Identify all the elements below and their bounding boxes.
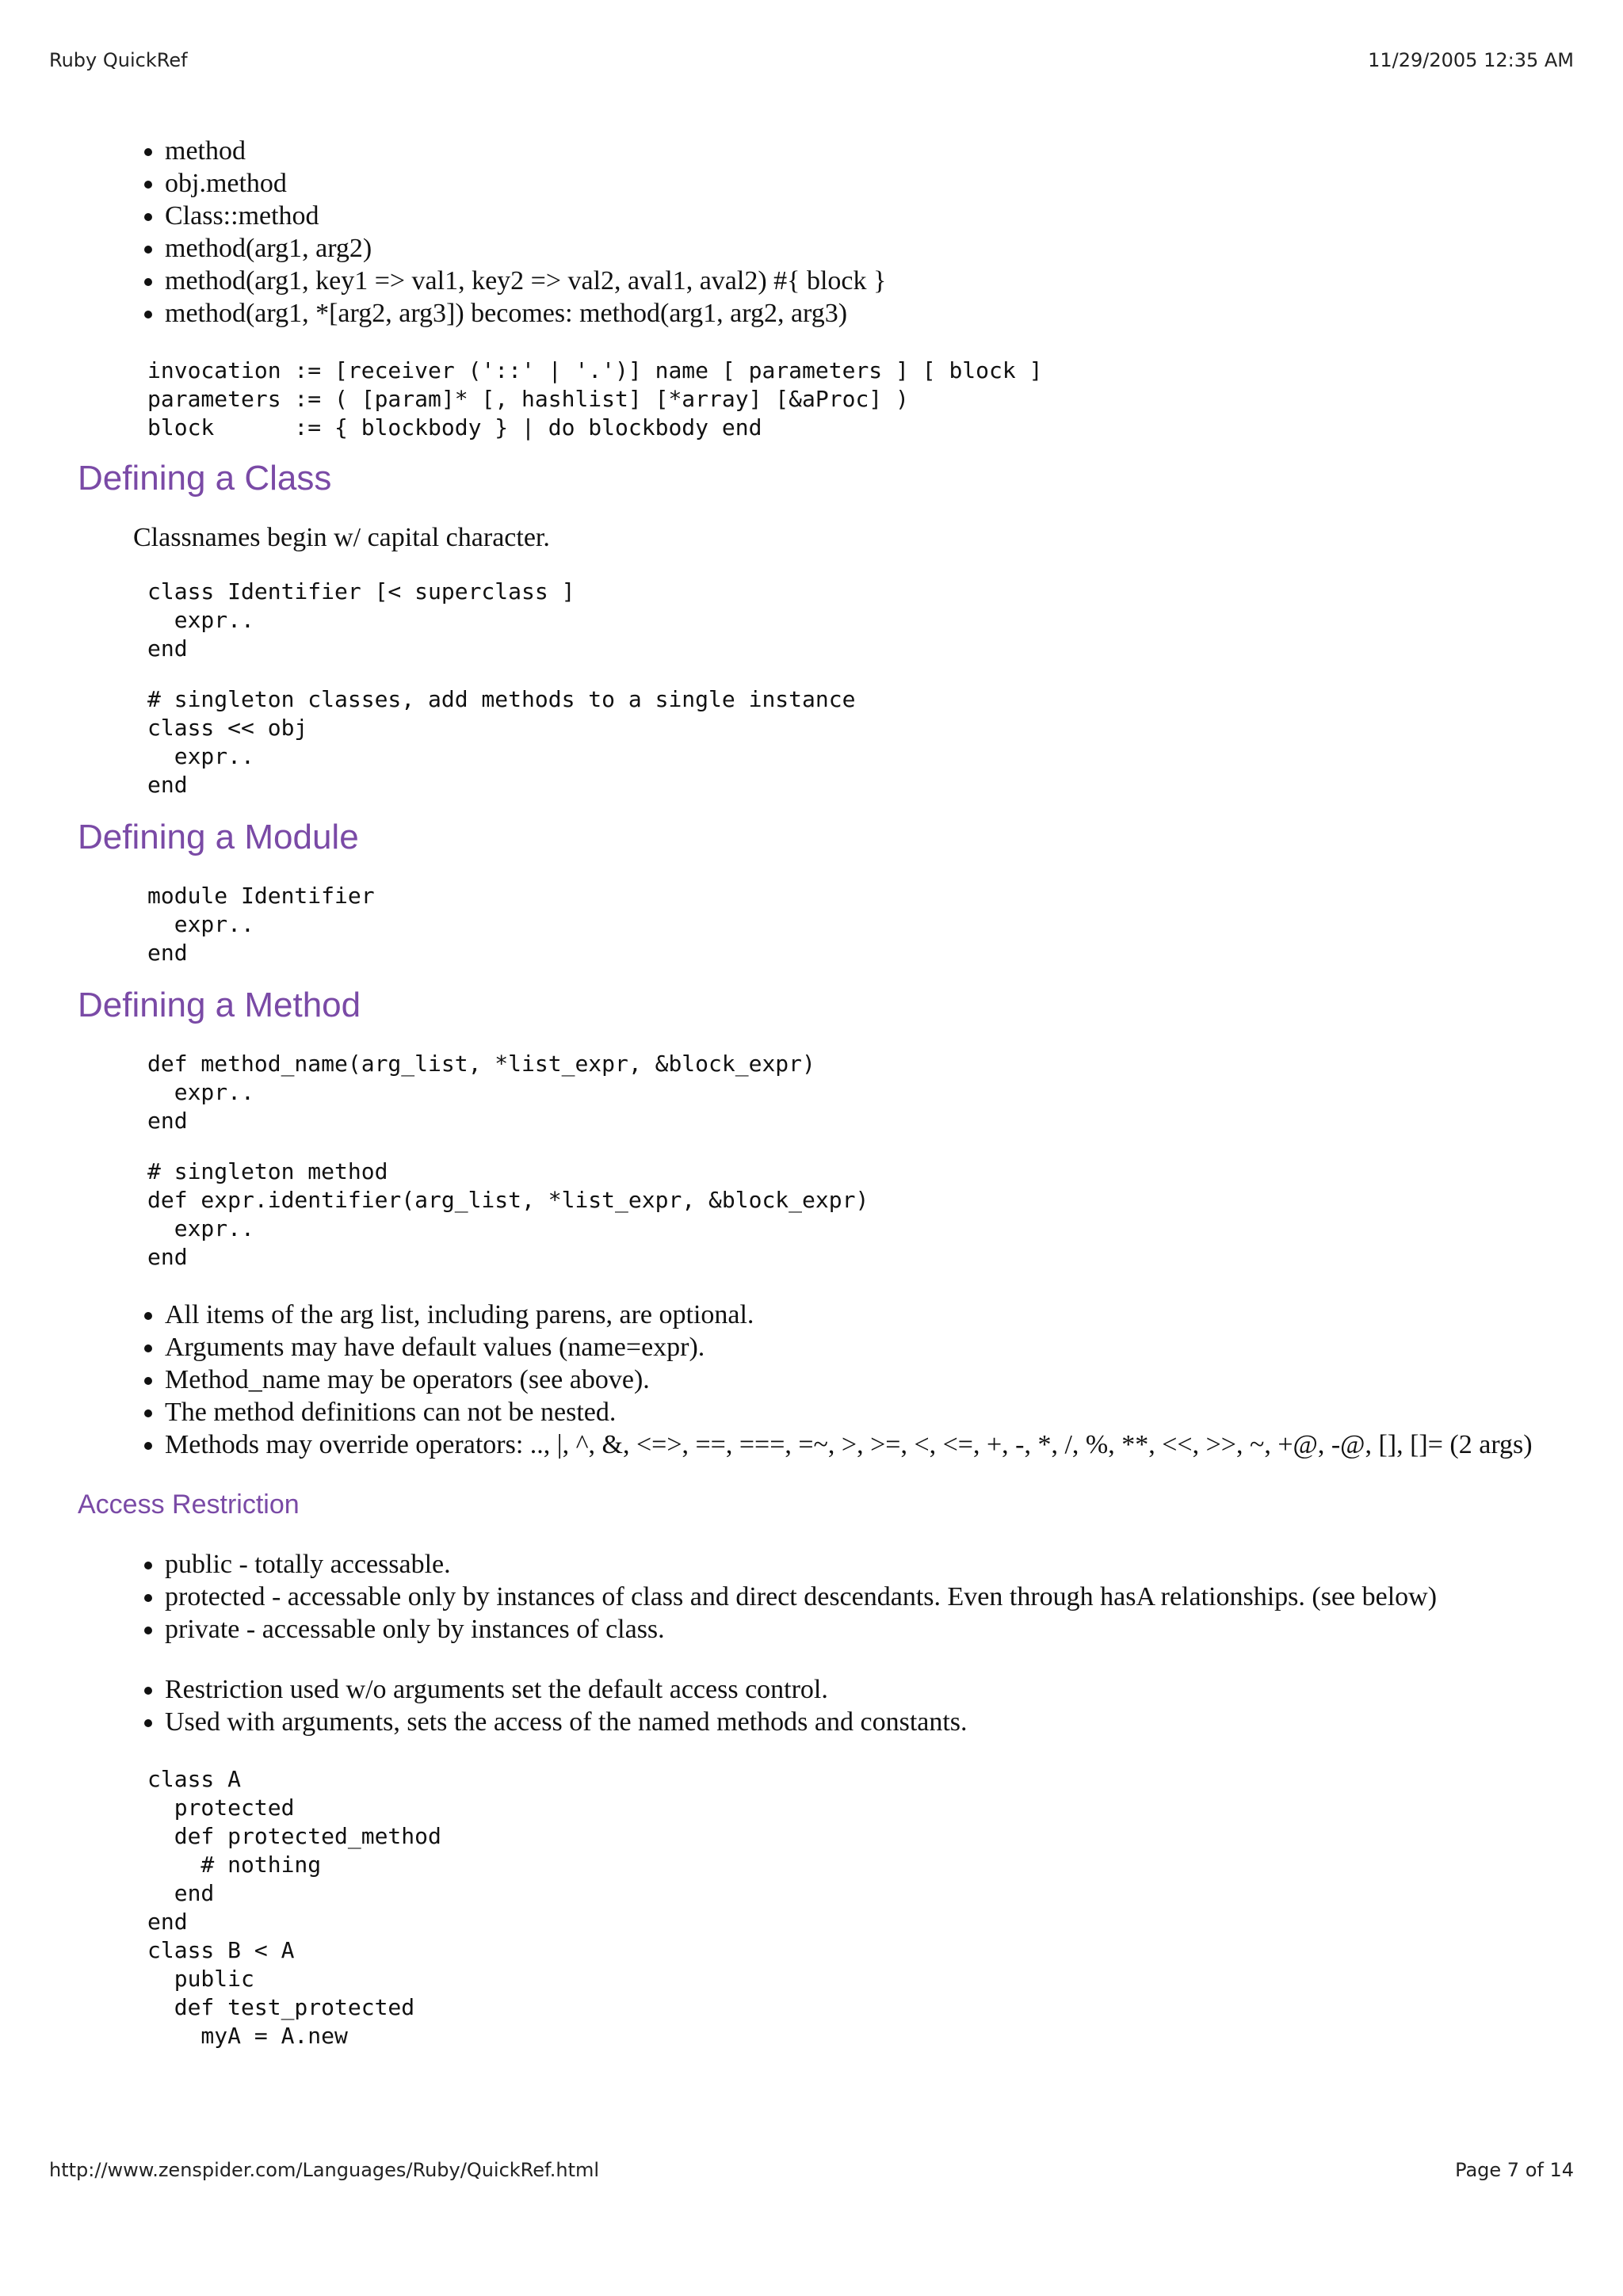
singleton-method-code: # singleton method def expr.identifier(arg_list, *list_expr, &block_expr) expr.. end — [147, 1158, 869, 1270]
page-footer — [49, 2159, 1574, 2181]
section-heading-class: Defining a Class — [78, 459, 332, 498]
page-header — [49, 49, 1574, 71]
list-item: • Method_name may be operators (see above). — [165, 1363, 1568, 1396]
section-heading-method: Defining a Method — [78, 986, 361, 1024]
list-item: • Restriction used w/o arguments set the default access control. — [165, 1673, 1568, 1706]
list-item: • method(arg1, key1 => val1, key2 => val2, aval1, aval2) #{ block } — [165, 265, 1568, 297]
list-item: • Class::method — [165, 200, 1568, 232]
section-heading-access: Access Restriction — [78, 1489, 300, 1520]
access-example-code: class A protected def protected_method # nothing end end class B < A public def test_protected myA = A.new — [147, 1766, 441, 2049]
list-item: • Arguments may have default values (name=expr). — [165, 1331, 1568, 1363]
method-notes-list — [78, 1299, 1568, 1461]
section-heading-module: Defining a Module — [78, 818, 359, 856]
class-code: class Identifier [< superclass ] expr.. end — [147, 578, 575, 662]
header-title: Ruby QuickRef — [49, 49, 188, 71]
access-levels-list — [78, 1548, 1568, 1646]
class-description: Classnames begin w/ capital character. — [133, 523, 550, 552]
header-timestamp: 11/29/2005 12:35 AM — [1368, 49, 1574, 71]
footer-url[interactable]: http://www.zenspider.com/Languages/Ruby/QuickRef.html — [49, 2159, 600, 2181]
invocation-forms-list — [78, 135, 1568, 330]
access-usage-list — [78, 1673, 1568, 1738]
list-item: • The method definitions can not be nested. — [165, 1396, 1568, 1428]
page-content — [78, 135, 1568, 2050]
list-item: • Methods may override operators: .., |, ^, &, <=>, ==, ===, =~, >, >=, <, <=, +, -, *, /, %, **, <<, >>, ~, +@, -@, [], []= (2 args) — [165, 1428, 1568, 1461]
singleton-class-code: # singleton classes, add methods to a single instance class << obj expr.. end — [147, 686, 856, 798]
list-item: • private - accessable only by instances of class. — [165, 1613, 1568, 1646]
list-item: • method — [165, 135, 1568, 167]
invocation-grammar-code: invocation := [receiver ('::' | '.')] name [ parameters ] [ block ] parameters := ( [param]* [, hashlist] [*array] [&aProc] ) block := { blockbody } | do blockbody end — [147, 357, 1043, 441]
page-number: Page 7 of 14 — [1455, 2159, 1574, 2181]
list-item: • method(arg1, *[arg2, arg3]) becomes: method(arg1, arg2, arg3) — [165, 297, 1568, 330]
list-item: • All items of the arg list, including parens, are optional. — [165, 1299, 1568, 1331]
list-item: • Used with arguments, sets the access of the named methods and constants. — [165, 1706, 1568, 1738]
method-code: def method_name(arg_list, *list_expr, &block_expr) expr.. end — [147, 1051, 815, 1134]
list-item: • public - totally accessable. — [165, 1548, 1568, 1581]
list-item: • protected - accessable only by instances of class and direct descendants. Even through hasA relationships. (see below) — [165, 1581, 1568, 1613]
list-item: • method(arg1, arg2) — [165, 232, 1568, 265]
module-code: module Identifier expr.. end — [147, 883, 375, 966]
list-item: • obj.method — [165, 167, 1568, 200]
